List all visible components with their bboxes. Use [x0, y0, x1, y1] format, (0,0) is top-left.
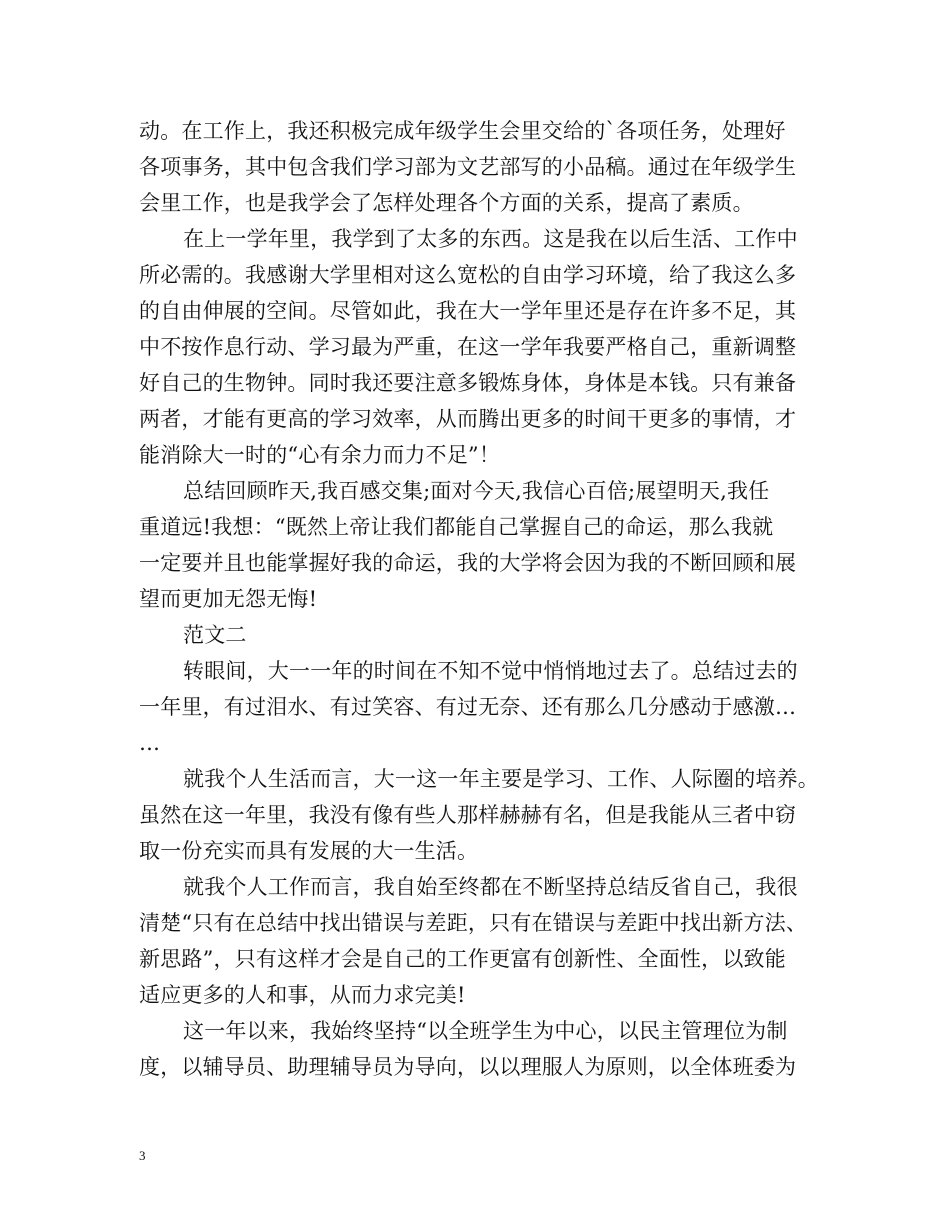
text-line: 中不按作息行动、学习最为严重，在这一学年我要严格自己，重新调整 [139, 335, 797, 359]
text-line: … [139, 731, 161, 755]
text-line: 取一份充实而具有发展的大一生活。 [139, 839, 479, 863]
text-line: 总结回顾昨天,我百感交集;面对今天,我信心百倍;展望明天,我任 [183, 479, 770, 503]
text-line: 的自由伸展的空间。尽管如此，我在大一学年里还是存在许多不足，其 [139, 299, 797, 323]
text-line: 各项事务，其中包含我们学习部为文艺部写的小品稿。通过在年级学生 [139, 155, 797, 179]
text-line: 就我个人工作而言，我自始至终都在不断坚持总结反省自己，我很 [183, 875, 798, 899]
text-line: 就我个人生活而言，大一这一年主要是学习、工作、人际圈的培养。 [183, 767, 819, 791]
text-line: 所必需的。我感谢大学里相对这么宽松的自由学习环境，给了我这么多 [139, 263, 797, 287]
text-line: 两者，才能有更高的学习效率，从而腾出更多的时间干更多的事情，才 [139, 407, 797, 431]
text-line: 适应更多的人和事，从而力求完美! [139, 983, 466, 1007]
text-line: 清楚“只有在总结中找出错误与差距，只有在错误与差距中找出新方法、 [139, 911, 808, 935]
text-line: 望而更加无怨无悔! [139, 587, 318, 611]
text-line: 新思路”，只有这样才会是自己的工作更富有创新性、全面性，以致能 [139, 947, 786, 971]
text-line: 重道远!我想：“既然上帝让我们都能自己掌握自己的命运，那么我就 [139, 515, 774, 539]
text-line: 会里工作，也是我学会了怎样处理各个方面的关系，提高了素质。 [139, 191, 754, 215]
text-line: 转眼间，大一一年的时间在不知不觉中悄悄地过去了。总结过去的 [183, 659, 798, 683]
text-line: 动。在工作上，我还积极完成年级学生会里交给的`各项任务，处理好 [139, 119, 786, 143]
text-line: 一定要并且也能掌握好我的命运，我的大学将会因为我的不断回顾和展 [139, 551, 797, 575]
text-line: 一年里，有过泪水、有过笑容、有过无奈、还有那么几分感动于感激… [139, 695, 797, 719]
text-line: 好自己的生物钟。同时我还要注意多锻炼身体，身体是本钱。只有兼备 [139, 371, 797, 395]
body-text [139, 113, 819, 1085]
text-line: 在上一学年里，我学到了太多的东西。这是我在以后生活、工作中 [183, 227, 798, 251]
section-heading: 范文二 [183, 623, 247, 647]
text-line: 度，以辅导员、助理辅导员为导向，以以理服人为原则，以全体班委为 [139, 1055, 797, 1079]
page-number: 3 [139, 1148, 146, 1163]
text-line: 虽然在这一年里，我没有像有些人那样赫赫有名，但是我能从三者中窃 [139, 803, 797, 827]
text-line: 能消除大一时的“心有余力而力不足”！ [139, 443, 501, 467]
text-line: 这一年以来，我始终坚持“以全班学生为中心，以民主管理位为制 [183, 1019, 788, 1043]
